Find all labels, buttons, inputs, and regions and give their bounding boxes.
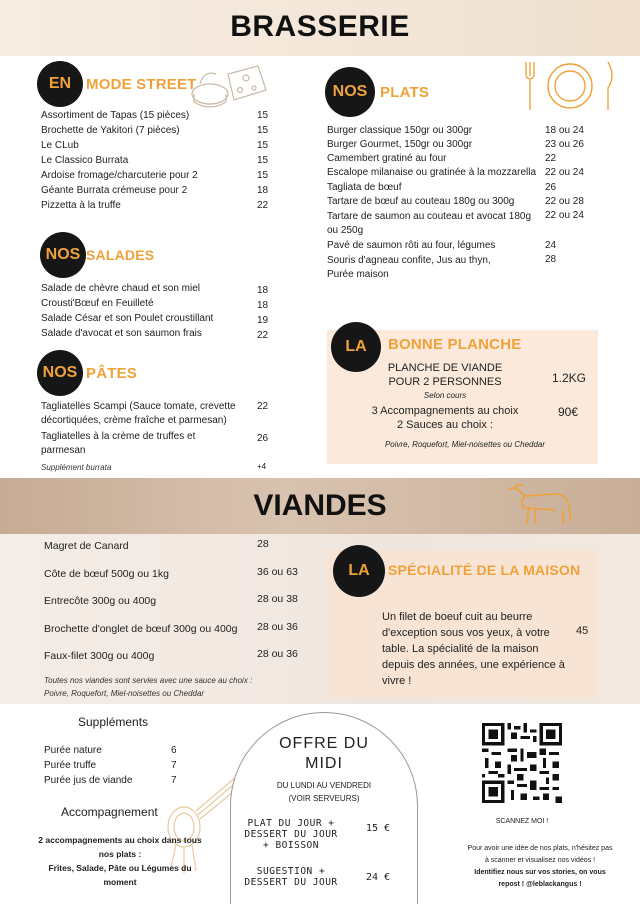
viande-price: 28 ou 36 xyxy=(257,620,298,633)
pates-item-1: Tagliatelles Scampi (Sauce tomate, crevette décortiquées, crème fraîche et parmesan) xyxy=(41,401,236,426)
supplements-title: Suppléments xyxy=(78,715,149,729)
qr-line: Pour avoir une idée de nos plats, n'hésitez pas xyxy=(467,845,613,852)
specialite-badge: LA xyxy=(333,545,385,597)
offre-title2: MIDI xyxy=(305,755,343,772)
viande-item: Faux-filet 300g ou 400g xyxy=(44,650,155,662)
street-badge: EN xyxy=(37,61,83,107)
planche-accomp xyxy=(360,404,530,432)
viande-price: 36 ou 63 xyxy=(257,565,298,578)
qr-line-bold: repost ! @leblackangus ! xyxy=(498,881,582,888)
viandes-note1: Toutes nos viandes sont servies avec une sauce au choix : xyxy=(44,676,253,685)
specialite-line: d'exception sous vos yeux, à votre xyxy=(382,627,550,639)
street-item: Pizzetta à la truffe xyxy=(41,200,121,211)
planche-badge: LA xyxy=(331,322,381,372)
planche-accomp2: 2 Sauces au choix : xyxy=(396,419,493,431)
specialite-line: table. La spécialité de la maison xyxy=(382,643,539,655)
planche-desc xyxy=(370,361,520,389)
supplement-price: 7 xyxy=(171,775,177,786)
supplement-price: 7 xyxy=(171,760,177,771)
qr-line-bold: Identifiez nous sur vos stories, on vous xyxy=(474,869,606,876)
planche-sauces: Poivre, Roquefort, Miel-noisettes ou Cheddar xyxy=(384,440,546,449)
pates-price-2: 26 xyxy=(257,433,269,444)
plat-item: Pavé de saumon rôti au four, légumes xyxy=(327,240,496,251)
street-price: 15 xyxy=(257,170,269,181)
qr-code-icon[interactable] xyxy=(482,723,562,803)
offre-formule-line: SUGESTION + xyxy=(256,866,326,877)
plat-price: 22 ou 28 xyxy=(545,196,584,207)
offre-formule-line: + BOISSON xyxy=(263,840,319,851)
planche-selon: Selon cours xyxy=(423,391,467,400)
plat-price: 24 xyxy=(545,240,557,251)
plat-price: 28 xyxy=(545,254,557,265)
planche-title: BONNE PLANCHE xyxy=(388,336,522,353)
pates-badge: NOS xyxy=(37,350,83,396)
salade-price: 18 xyxy=(257,285,269,296)
qr-scan-label: SCANNEZ MOI ! xyxy=(495,818,549,825)
plat-item: Camembert gratiné au four xyxy=(327,153,447,164)
plat-price: 22 ou 24 xyxy=(545,167,584,178)
offre-formule-line: DESSERT DU JOUR xyxy=(244,877,338,888)
salade-price: 19 xyxy=(257,315,269,326)
salade-price: 22 xyxy=(257,330,269,341)
accompagnement-desc xyxy=(30,833,210,889)
offre-formule1 xyxy=(236,818,346,851)
specialite-line: Un filet de boeuf cuit au beurre xyxy=(382,611,533,623)
offre-formule-line: PLAT DU JOUR + xyxy=(247,818,335,829)
plat-price: 22 ou 24 xyxy=(545,210,584,221)
supplement-item: Purée nature xyxy=(44,745,102,756)
pates-title: PÂTES xyxy=(86,365,138,382)
page-title: BRASSERIE xyxy=(230,10,410,43)
street-item: Le CLub xyxy=(41,140,79,151)
salade-item: Salade d'avocat et son saumon frais xyxy=(41,328,202,339)
pates-price-1: 22 xyxy=(257,401,269,412)
offre-sub1: DU LUNDI AU VENDREDI xyxy=(276,781,372,790)
specialite-price: 45 xyxy=(576,625,589,637)
planche-accomp1: 3 Accompagnements au choix xyxy=(371,405,519,417)
viande-item: Brochette d'onglet de bœuf 300g ou 400g xyxy=(44,622,238,635)
viandes-title: VIANDES xyxy=(253,489,387,522)
salade-item: Salade de chèvre chaud et son miel xyxy=(41,283,200,294)
plate-cutlery-icon xyxy=(520,58,620,114)
viande-item: Entrecôte 300g ou 400g xyxy=(44,595,157,607)
offre-formule2 xyxy=(236,866,346,888)
offre-formule-line: DESSERT DU JOUR xyxy=(244,829,338,840)
viande-item: Côte de bœuf 500g ou 1kg xyxy=(44,567,169,580)
supplement-item: Purée truffe xyxy=(44,760,97,771)
offre-title1: OFFRE DU xyxy=(279,735,369,752)
accompagnement-line: nos plats : xyxy=(98,849,142,859)
street-price: 18 xyxy=(257,185,269,196)
plat-item: Tagliata de bœuf xyxy=(327,182,402,193)
offre-title xyxy=(230,734,418,774)
plat-item: Tartare de saumon au couteau et avocat 180g ou 250g xyxy=(327,211,532,236)
street-item: Assortiment de Tapas (15 pièces) xyxy=(41,110,190,121)
supplement-price: 6 xyxy=(171,745,177,756)
street-item: Ardoise fromage/charcuterie pour 2 xyxy=(41,170,198,181)
planche-line1: PLANCHE DE VIANDE xyxy=(387,362,503,374)
street-item: Brochette de Yakitori (7 pièces) xyxy=(41,125,180,136)
pates-item-2: Tagliatelles à la crème de truffes et parmesan xyxy=(41,431,196,456)
viande-price: 28 ou 38 xyxy=(257,593,298,605)
cheese-board-icon xyxy=(188,60,270,112)
plat-item: Burger classique 150gr ou 300gr xyxy=(327,125,473,136)
viande-price: 28 xyxy=(257,538,269,550)
qr-line: à scanner et visualisez nos vidéos ! xyxy=(484,857,596,864)
plat-price: 22 xyxy=(545,153,557,164)
offre-price1: 15 € xyxy=(366,823,391,834)
plats-title: PLATS xyxy=(380,84,430,101)
offre-sub xyxy=(230,779,418,805)
plat-price: 23 ou 26 xyxy=(545,139,584,150)
plat-price: 18 ou 24 xyxy=(545,125,584,136)
plat-item: Souris d'agneau confite, Jus au thyn, Purée maison xyxy=(327,255,491,280)
street-price: 15 xyxy=(257,155,269,166)
street-title: MODE STREET xyxy=(86,76,197,93)
plat-item: Burger Gourmet, 150gr ou 300gr xyxy=(327,139,473,150)
supplement-burrata: Supplément burrata xyxy=(41,463,112,472)
specialite-line: vivre ! xyxy=(382,675,412,687)
qr-desc xyxy=(440,843,640,891)
salades-title: SALADES xyxy=(86,247,155,263)
salade-item: Salade César et son Poulet croustillant xyxy=(41,313,214,324)
specialite-desc xyxy=(382,609,565,689)
planche-weight: 1.2KG xyxy=(552,371,587,385)
salade-price: 18 xyxy=(257,300,269,311)
plats-badge: NOS xyxy=(325,67,375,117)
supplement-burrata-price: +4 xyxy=(257,462,267,471)
offre-price2: 24 € xyxy=(366,872,391,883)
street-price: 15 xyxy=(257,125,269,136)
accompagnement-line: moment xyxy=(103,877,137,887)
planche-price: 90€ xyxy=(558,405,579,419)
street-item: Géante Burrata crémeuse pour 2 xyxy=(41,185,188,196)
offre-sub2: (VOIR SERVEURS) xyxy=(288,794,360,803)
accompagnement-line: Frites, Salade, Pâte ou Légumes du xyxy=(48,863,192,873)
accompagnement-title: Accompagnement xyxy=(61,805,158,819)
viande-item: Magret de Canard xyxy=(44,540,129,552)
viandes-note2: Poivre, Roquefort, Miel-noisettes ou Cheddar xyxy=(44,689,205,698)
plat-item: Escalope milanaise ou gratinée à la mozzarella xyxy=(327,167,537,178)
supplement-item: Purée jus de viande xyxy=(44,775,133,786)
accompagnement-line: 2 accompagnements au choix dans tous xyxy=(38,835,202,845)
bull-icon xyxy=(505,482,577,528)
salade-item: Crousti'Bœuf en Feuilleté xyxy=(41,298,154,309)
plat-item: Tartare de bœuf au couteau 180g ou 300g xyxy=(327,196,515,207)
street-price: 22 xyxy=(257,200,269,211)
planche-line2: POUR 2 PERSONNES xyxy=(388,376,502,388)
plat-price: 26 xyxy=(545,182,557,193)
viande-price: 28 ou 36 xyxy=(257,648,298,660)
specialite-line: depuis des années, une expérience à xyxy=(382,659,565,671)
street-price: 15 xyxy=(257,140,269,151)
specialite-title: SPÉCIALITÉ DE LA MAISON xyxy=(388,562,581,578)
street-item: Le Classico Burrata xyxy=(41,155,129,166)
salades-badge: NOS xyxy=(40,232,86,278)
street-price: 15 xyxy=(257,110,269,121)
